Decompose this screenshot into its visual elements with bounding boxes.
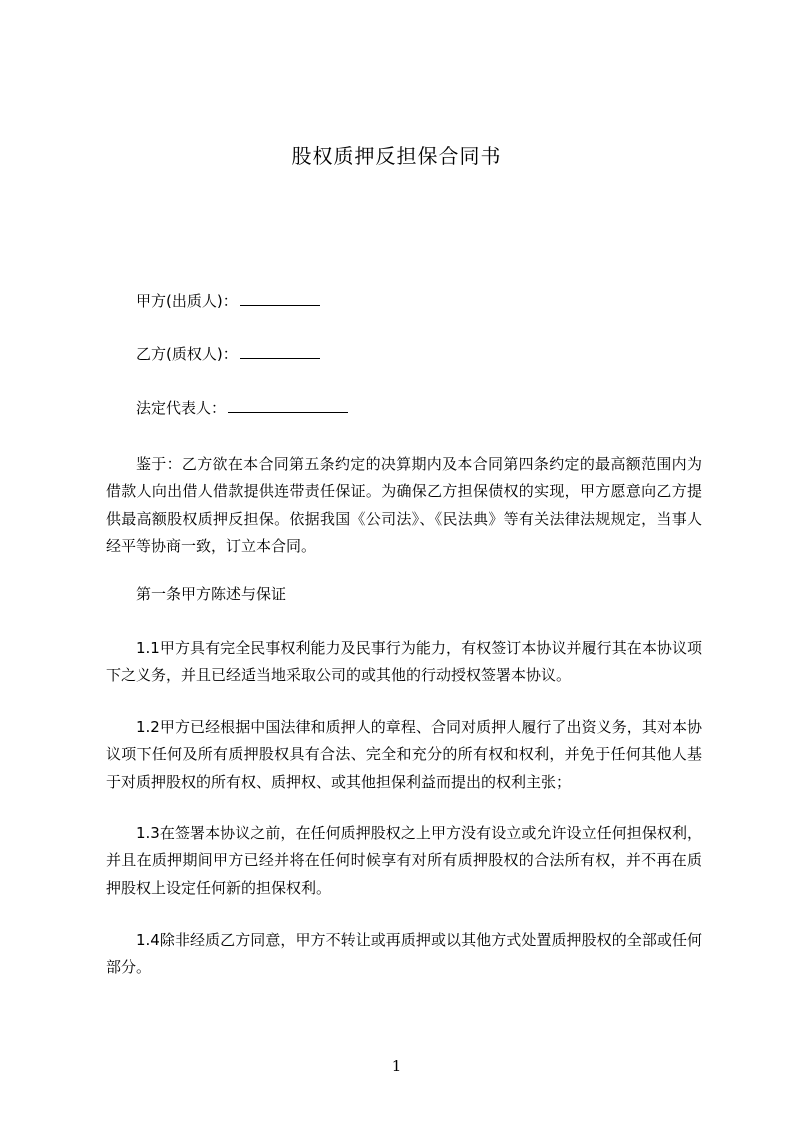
preamble-paragraph: 鉴于：乙方欲在本合同第五条约定的决算期内及本合同第四条约定的最高额范围内为借款人向出借人借款提供连带责任保证。为确保乙方担保债权的实现，甲方愿意向乙方提供最高额股权质押反担保。依据我国《公司法》、《民法典》等有关法律法规规定，当事人经平等协商一致，订立本合同。 bbox=[106, 455, 702, 555]
page-number: 1 bbox=[391, 1057, 402, 1075]
document-title: 股权质押反担保合同书 bbox=[291, 144, 502, 168]
legal-representative-field bbox=[136, 397, 348, 419]
clause-1-2: 1.2甲方已经根据中国法律和质押人的章程、合同对质押人履行了出资义务，其对本协议项下任何及所有质押股权具有合法、完全和充分的所有权和权利，并免于任何其他人基于对质押股权的所有权、质押权、或其他担保利益而提出的权利主张； bbox=[106, 718, 702, 791]
party-a-field bbox=[136, 290, 320, 312]
party-a-label: 甲方(出质人)： bbox=[136, 292, 238, 310]
party-a-blank-line bbox=[240, 293, 320, 306]
party-b-blank-line bbox=[240, 346, 320, 359]
clause-1-1: 1.1甲方具有完全民事权利能力及民事行为能力，有权签订本协议并履行其在本协议项下之义务，并且已经适当地采取公司的或其他的行动授权签署本协议。 bbox=[106, 639, 702, 685]
clause-1-4: 1.4除非经质乙方同意，甲方不转让或再质押或以其他方式处置质押股权的全部或任何部分。 bbox=[106, 931, 702, 977]
article-1-heading: 第一条甲方陈述与保证 bbox=[136, 585, 287, 603]
party-b-label: 乙方(质权人)： bbox=[136, 345, 238, 363]
legal-representative-blank-line bbox=[228, 400, 348, 413]
party-b-field bbox=[136, 343, 320, 365]
legal-representative-label: 法定代表人： bbox=[136, 399, 227, 417]
clause-1-3: 1.3在签署本协议之前，在任何质押股权之上甲方没有设立或允许设立任何担保权利，并且在质押期间甲方已经并将在任何时候享有对所有质押股权的合法所有权，并不再在质押股权上设定任何新的担保权利。 bbox=[106, 824, 702, 897]
